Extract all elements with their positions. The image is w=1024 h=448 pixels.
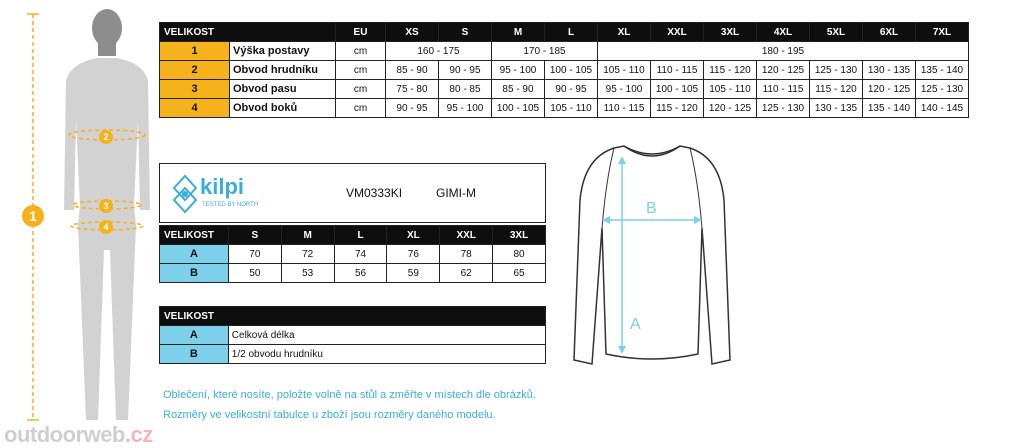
table-cell: 115 - 120 xyxy=(810,80,863,99)
table-cell: 110 - 115 xyxy=(598,99,651,118)
badge-hips: 4 xyxy=(99,220,113,234)
row-label: B xyxy=(160,264,229,283)
table-cell: 59 xyxy=(387,264,440,283)
size-chart-header-cell: XL xyxy=(598,23,651,42)
table-cell: 80 xyxy=(493,245,546,264)
table-cell: 95 - 100 xyxy=(492,61,545,80)
table-cell: 115 - 120 xyxy=(651,99,704,118)
table-cell: 135 - 140 xyxy=(863,99,916,118)
unit-cell: cm xyxy=(336,99,386,118)
model-table-header-cell: 3XL xyxy=(493,226,546,245)
table-cell: 65 xyxy=(493,264,546,283)
table-cell: 85 - 90 xyxy=(386,61,439,80)
table-cell: 100 - 105 xyxy=(545,61,598,80)
table-cell: 78 xyxy=(440,245,493,264)
row-label: A xyxy=(160,326,229,345)
unit-cell: cm xyxy=(336,80,386,99)
table-cell: 160 - 175 xyxy=(386,42,492,61)
model-table-header-cell: XL xyxy=(387,226,440,245)
size-chart-header-cell: M xyxy=(492,23,545,42)
table-cell: 72 xyxy=(281,245,334,264)
model-table-header-cell: M xyxy=(281,226,334,245)
size-chart-header-cell: 5XL xyxy=(810,23,863,42)
table-cell: 115 - 120 xyxy=(704,61,757,80)
size-chart-header-cell: L xyxy=(545,23,598,42)
table-cell: 120 - 125 xyxy=(863,80,916,99)
size-chart-header-cell: EU xyxy=(336,23,386,42)
table-cell: 53 xyxy=(281,264,334,283)
size-chart-header-cell: 4XL xyxy=(757,23,810,42)
table-cell: 120 - 125 xyxy=(704,99,757,118)
row-number: 3 xyxy=(160,80,230,99)
table-cell: 85 - 90 xyxy=(492,80,545,99)
row-number: 1 xyxy=(160,42,230,61)
table-cell: 110 - 115 xyxy=(757,80,810,99)
badge-waist: 3 xyxy=(99,199,113,213)
table-cell: 62 xyxy=(440,264,493,283)
kilpi-logo-icon xyxy=(172,174,198,214)
row-number: 2 xyxy=(160,61,230,80)
table-cell: 90 - 95 xyxy=(386,99,439,118)
table-cell: 50 xyxy=(228,264,281,283)
size-chart-header-cell: S xyxy=(439,23,492,42)
unit-cell: cm xyxy=(336,42,386,61)
model-name: GIMI-M xyxy=(436,186,476,200)
table-cell: 135 - 140 xyxy=(916,61,969,80)
table-cell: 90 - 95 xyxy=(545,80,598,99)
table-cell: 125 - 130 xyxy=(757,99,810,118)
table-cell: 180 - 195 xyxy=(598,42,969,61)
table-cell: 75 - 80 xyxy=(386,80,439,99)
badge-chest: 2 xyxy=(99,130,113,144)
table-row xyxy=(160,264,546,283)
size-chart-header-cell: 7XL xyxy=(916,23,969,42)
shirt-label-b: B xyxy=(646,200,657,217)
model-table-header-cell: VELIKOST xyxy=(160,226,229,245)
table-cell: 76 xyxy=(387,245,440,264)
table-cell: 105 - 110 xyxy=(545,99,598,118)
badge-height: 1 xyxy=(22,205,44,227)
size-chart-header-cell: XXL xyxy=(651,23,704,42)
table-cell: 100 - 105 xyxy=(651,80,704,99)
brand-tagline: TESTED BY NORTH xyxy=(202,202,259,208)
shirt-diagram xyxy=(566,140,738,372)
table-cell: 125 - 130 xyxy=(916,80,969,99)
table-cell: 105 - 110 xyxy=(598,61,651,80)
table-cell: 80 - 85 xyxy=(439,80,492,99)
measurement-label: Obvod pasu xyxy=(230,80,336,99)
table-cell: 120 - 125 xyxy=(757,61,810,80)
table-cell: 70 xyxy=(228,245,281,264)
measurement-label: Obvod hrudníku xyxy=(230,61,336,80)
measurement-label: Výška postavy xyxy=(230,42,336,61)
shirt-label-a: A xyxy=(630,316,641,333)
size-chart-header-cell: VELIKOST xyxy=(160,23,336,42)
table-row xyxy=(160,245,546,264)
brand-box xyxy=(159,163,546,223)
size-chart-table xyxy=(159,22,969,118)
table-cell: 105 - 110 xyxy=(704,80,757,99)
legend-description: 1/2 obvodu hrudníku xyxy=(228,345,545,364)
model-table-header-cell: XXL xyxy=(440,226,493,245)
row-number: 4 xyxy=(160,99,230,118)
legend-description: Celková délka xyxy=(228,326,545,345)
table-cell: 125 - 130 xyxy=(810,61,863,80)
table-cell: 140 - 145 xyxy=(916,99,969,118)
table-cell: 74 xyxy=(334,245,387,264)
measurement-label: Obvod boků xyxy=(230,99,336,118)
model-table-header-cell: L xyxy=(334,226,387,245)
watermark-suffix: .cz xyxy=(124,422,153,447)
legend-header-row xyxy=(160,307,546,326)
table-cell: 110 - 115 xyxy=(651,61,704,80)
table-cell: 95 - 100 xyxy=(439,99,492,118)
model-table-header-cell: S xyxy=(228,226,281,245)
instruction-note: Rozměry ve velikostní tabulce u zboží jsou rozměry daného modelu. xyxy=(163,409,496,421)
table-row xyxy=(160,42,969,61)
instruction-note: Oblečení, které nosíte, položte volně na stůl a změřte v místech dle obrázků. xyxy=(163,389,536,401)
table-cell: 56 xyxy=(334,264,387,283)
table-cell: 130 - 135 xyxy=(810,99,863,118)
table-row xyxy=(160,61,969,80)
row-label: A xyxy=(160,245,229,264)
model-size-table xyxy=(159,225,546,283)
table-row xyxy=(160,345,546,364)
table-row xyxy=(160,99,969,118)
watermark-main: outdoorweb xyxy=(4,422,125,447)
table-cell: 170 - 185 xyxy=(492,42,598,61)
watermark xyxy=(4,422,153,448)
size-chart-header-row xyxy=(160,23,969,42)
row-label: B xyxy=(160,345,229,364)
brand-name: kilpi xyxy=(200,174,245,199)
model-code: VM0333KI xyxy=(346,186,403,200)
table-cell: 100 - 105 xyxy=(492,99,545,118)
model-table-header-row xyxy=(160,226,546,245)
table-row xyxy=(160,326,546,345)
table-cell: 130 - 135 xyxy=(863,61,916,80)
legend-table xyxy=(159,306,546,364)
table-row xyxy=(160,80,969,99)
unit-cell: cm xyxy=(336,61,386,80)
size-chart-header-cell: 6XL xyxy=(863,23,916,42)
table-cell: 90 - 95 xyxy=(439,61,492,80)
size-chart-header-cell: XS xyxy=(386,23,439,42)
table-cell: 95 - 100 xyxy=(598,80,651,99)
legend-header-cell: VELIKOST xyxy=(160,307,546,326)
size-chart-header-cell: 3XL xyxy=(704,23,757,42)
